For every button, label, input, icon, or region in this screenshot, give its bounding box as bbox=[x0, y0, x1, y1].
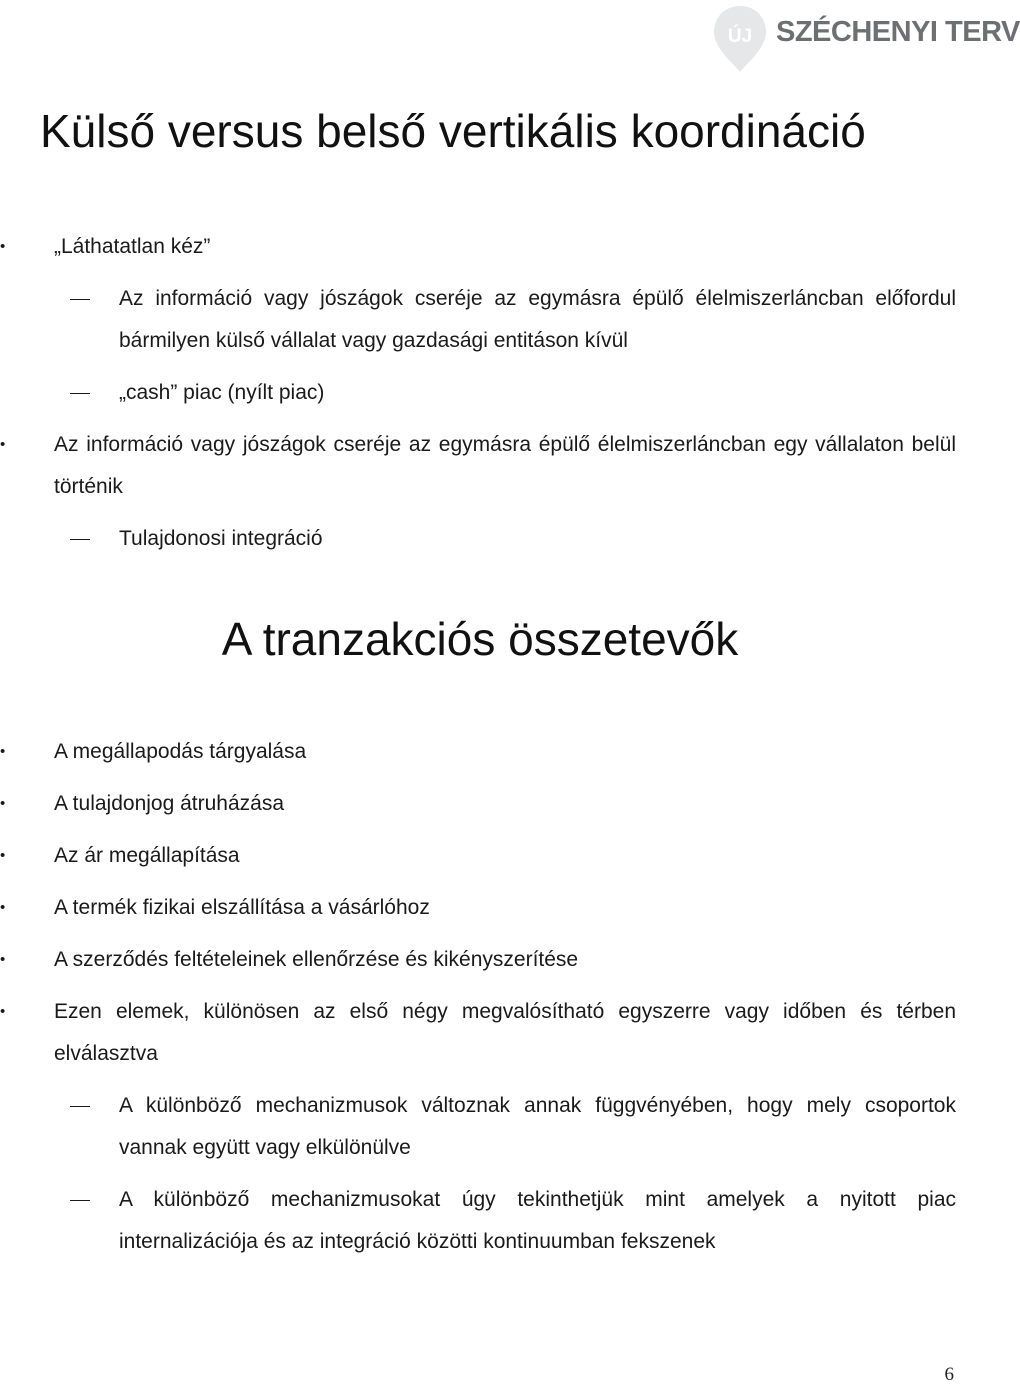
dash-icon bbox=[70, 299, 90, 300]
list-item-text: Tulajdonosi integráció bbox=[119, 527, 323, 550]
dash-icon bbox=[70, 539, 90, 540]
list-item-text: A termék fizikai elszállítása a vásárlóhoz bbox=[54, 896, 430, 919]
szechenyi-terv-logo bbox=[710, 2, 1020, 74]
list-item bbox=[0, 424, 960, 508]
list-item-text: „Láthatatlan kéz” bbox=[54, 235, 211, 258]
list-item-text: A megállapodás tárgyalása bbox=[54, 740, 307, 763]
list-item-text: A különböző mechanizmusok változnak annak függvényében, hogy mely csoportok vannak együtt vagy elkülönülve bbox=[119, 1094, 956, 1159]
page-number: 6 bbox=[944, 1364, 954, 1385]
bullet-icon: • bbox=[0, 743, 6, 760]
logo-mark-text: ÚJ bbox=[727, 26, 753, 47]
dash-icon bbox=[70, 393, 90, 394]
list-item-text: Az információ vagy jószágok cseréje az egymásra épülő élelmiszerláncban egy vállalaton belül történik bbox=[54, 433, 956, 498]
list-item-text: Ezen elemek, különösen az első négy megvalósítható egyszerre vagy időben és térben elválasztva bbox=[54, 1000, 956, 1065]
list-item-text: A szerződés feltételeinek ellenőrzése és kikényszerítése bbox=[54, 948, 579, 971]
list-item bbox=[0, 1179, 960, 1263]
list-item bbox=[0, 731, 960, 773]
list-item-text: Az ár megállapítása bbox=[54, 844, 240, 867]
section2-title: A tranzakciós összetevők bbox=[221, 613, 739, 665]
dash-icon bbox=[70, 1200, 90, 1201]
list-item-text: A különböző mechanizmusokat úgy tekinthetjük mint amelyek a nyitott piac internalizációja és az integráció közötti kontinuumban fekszenek bbox=[119, 1188, 956, 1253]
logo-pin-icon bbox=[710, 2, 770, 74]
list-item bbox=[0, 991, 960, 1075]
bullet-icon: • bbox=[0, 899, 6, 916]
bullet-icon: • bbox=[0, 951, 6, 968]
bullet-icon: • bbox=[0, 795, 6, 812]
list-item bbox=[0, 226, 960, 268]
section2-list bbox=[0, 731, 960, 1263]
list-item-text: Az információ vagy jószágok cseréje az egymásra épülő élelmiszerláncban előfordul bármilyen külső vállalat vagy gazdasági entitáson kívül bbox=[119, 287, 956, 352]
list-item-text: A tulajdonjog átruházása bbox=[54, 792, 285, 815]
bullet-icon: • bbox=[0, 847, 6, 864]
list-item bbox=[0, 278, 960, 362]
list-item bbox=[0, 518, 960, 560]
list-item bbox=[0, 835, 960, 877]
list-item-text: „cash” piac (nyílt piac) bbox=[119, 381, 325, 404]
dash-icon bbox=[70, 1106, 90, 1107]
logo-text: SZÉCHENYI TERV bbox=[776, 16, 1020, 48]
list-item bbox=[0, 887, 960, 929]
list-item bbox=[0, 372, 960, 414]
bullet-icon: • bbox=[0, 436, 6, 453]
section1-title: Külső versus belső vertikális koordináció bbox=[40, 105, 866, 157]
list-item bbox=[0, 939, 960, 981]
bullet-icon: • bbox=[0, 1003, 6, 1020]
section1-list bbox=[0, 226, 960, 560]
list-item bbox=[0, 1085, 960, 1169]
list-item bbox=[0, 783, 960, 825]
bullet-icon: • bbox=[0, 238, 6, 255]
